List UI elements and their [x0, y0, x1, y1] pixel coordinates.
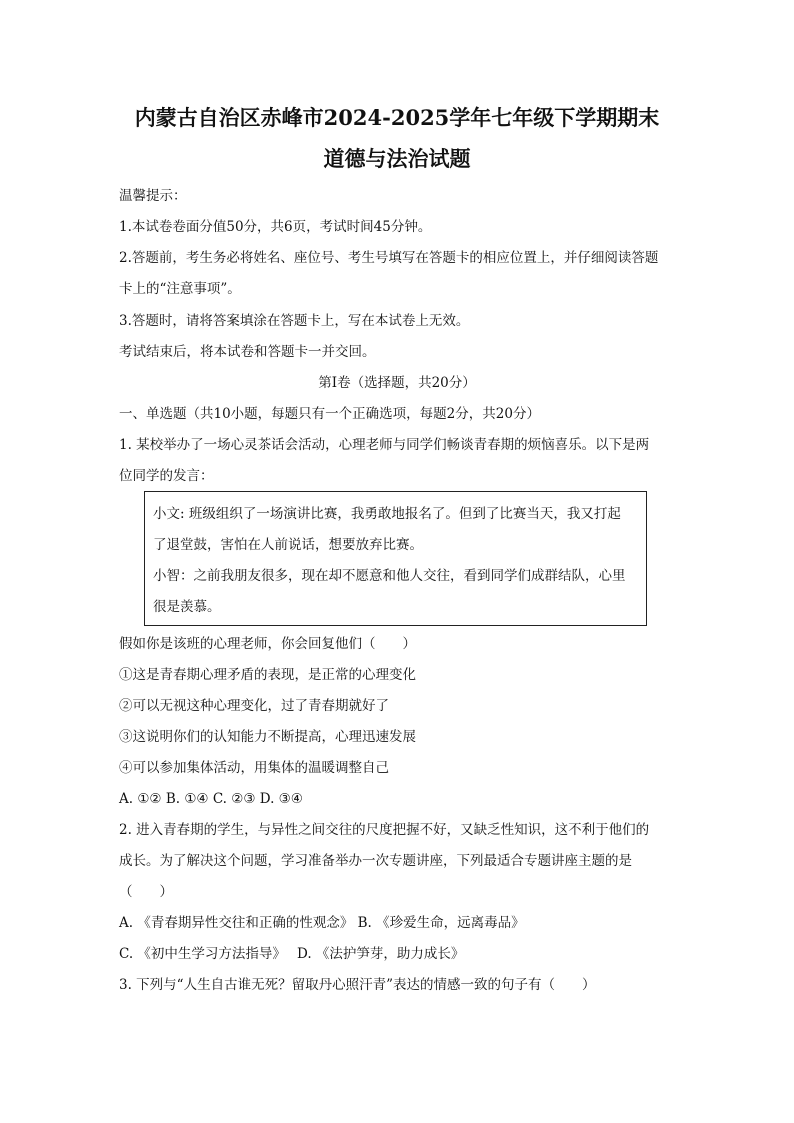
q1-stem-line2: 位同学的发言： [119, 468, 214, 484]
notice-item-1: 1.本试卷卷面分值50分，共6页，考试时间45分钟。 [119, 219, 432, 235]
q1-stem-line1: 1. 某校举办了一场心灵茶话会活动，心理老师与同学们畅谈青春期的烦恼喜乐。以下是两 [119, 437, 650, 453]
q1-box-line1: 小文: 班级组织了一场演讲比赛，我勇敢地报名了。但到了比赛当天，我又打起 [153, 506, 621, 522]
q2-stem-line3: （ ） [119, 884, 173, 900]
notice-item-2-line1: 2.答题前，考生务必将姓名、座位号、考生号填写在答题卡的相应位置上，并仔细阅读答题 [119, 250, 659, 266]
q1-statement-2: ②可以无视这种心理变化，过了青春期就好了 [119, 698, 389, 714]
notice-item-2-line2: 卡上的“注意事项”。 [119, 281, 241, 297]
exam-title-line1: 内蒙古自治区赤峰市2024-2025学年七年级下学期期末 [134, 105, 660, 130]
section-heading: 一、单选题（共10小题，每题只有一个正确选项，每题2分，共20分） [119, 406, 540, 422]
q1-statement-3: ③这说明你们的认知能力不断提高，心理迅速发展 [119, 729, 416, 745]
q1-quote-box [144, 491, 647, 626]
q2-stem-line2: 成长。为了解决这个问题，学习准备举办一次专题讲座，下列最适合专题讲座主题的是 [119, 853, 632, 869]
q1-statement-4: ④可以参加集体活动，用集体的温暖调整自己 [119, 760, 389, 776]
q2-stem-line1: 2. 进入青春期的学生，与异性之间交往的尺度把握不好，又缺乏性知识，这不利于他们的 [119, 822, 650, 838]
q1-box-line2: 了退堂鼓，害怕在人前说话，想要放弃比赛。 [153, 537, 423, 553]
q1-options: A. ①② B. ①④ C. ②③ D. ③④ [119, 791, 303, 807]
exam-title-line2: 道德与法治试题 [323, 146, 471, 171]
part1-heading: 第I卷（选择题，共20分） [318, 375, 476, 391]
q1-box-line4: 很是羡慕。 [153, 599, 221, 615]
q2-options-line1: A. 《青春期异性交往和正确的性观念》 B. 《珍爱生命，远离毒品》 [119, 915, 525, 931]
q1-box-line3: 小智：之前我朋友很多，现在却不愿意和他人交往，看到同学们成群结队，心里 [153, 568, 626, 584]
q3-stem: 3. 下列与“人生自古谁无死？留取丹心照汗青”表达的情感一致的句子有（ ） [119, 977, 596, 993]
q1-statement-1: ①这是青春期心理矛盾的表现，是正常的心理变化 [119, 667, 416, 683]
notice-item-3: 3.答题时，请将答案填涂在答题卡上，写在本试卷上无效。 [119, 313, 470, 329]
notice-heading: 温馨提示： [119, 188, 187, 204]
q1-prompt: 假如你是该班的心理老师，你会回复他们（ ） [119, 636, 416, 652]
q2-options-line2: C. 《初中生学习方法指导》 D. 《法护笋芽，助力成长》 [119, 946, 465, 962]
notice-item-4: 考试结束后，将本试卷和答题卡一并交回。 [119, 344, 376, 360]
